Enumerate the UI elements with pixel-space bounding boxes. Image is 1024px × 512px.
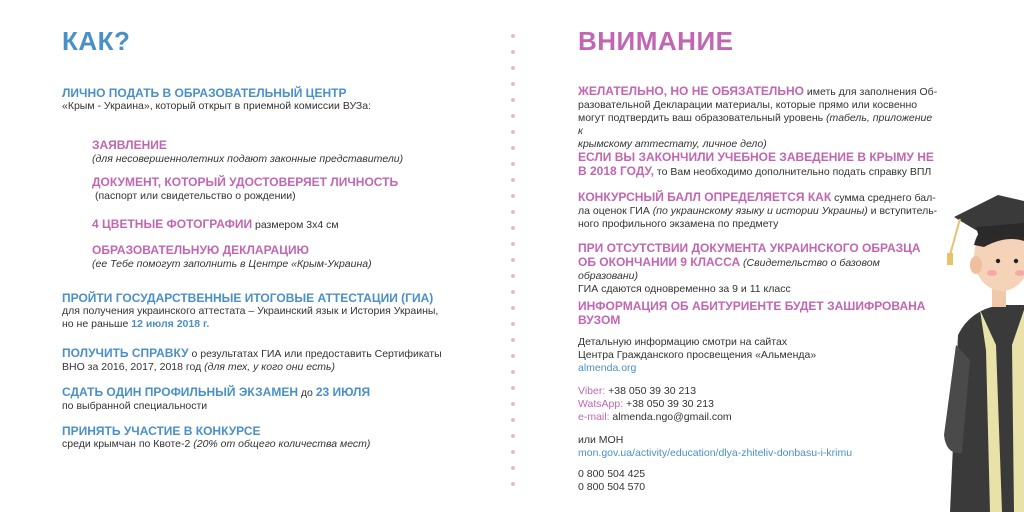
note-score-l1: сумма среднего бал- [831, 192, 936, 204]
note-encrypted-heading: ИНФОРМАЦИЯ ОБ АБИТУРИЕНТЕ БУДЕТ ЗАШИФРОВАНА [578, 299, 926, 313]
section-certificate [62, 346, 442, 374]
doc-item-rest: размером 3х4 см [252, 219, 339, 231]
section-exams-line1: для получения украинского аттестата – Украинский язык и История Украины, [62, 305, 439, 317]
note-crimea-rest: то Вам необходимо дополнительно подать справку ВПЛ [654, 166, 932, 178]
contacts-l1: Детальную информацию смотри на сайтах [578, 336, 788, 348]
doc-item-note: (ее Тебе помогут заполнить в Центре «Крым-Украина) [92, 258, 372, 270]
note-score-heading: КОНКУРСНЫЙ БАЛЛ ОПРЕДЕЛЯЕТСЯ КАК [578, 190, 832, 204]
note-no-document-note: (Свидетельство о базовом образовани) [578, 257, 880, 282]
note-optional-l3note: (табель, приложение к [578, 112, 933, 137]
section-submit-body: «Крым - Украина», который открыт в приемной комиссии ВУЗа: [62, 100, 372, 112]
graduate-illustration [940, 185, 1024, 512]
section-exams-line2: но не раньше [62, 318, 132, 330]
section-contest [62, 424, 370, 451]
tassel [947, 253, 953, 265]
cheek [987, 270, 997, 276]
phone-2: 0 800 504 570 [578, 481, 646, 493]
section-profile-heading: СДАТЬ ОДИН ПРОФИЛЬНЫЙ ЭКЗАМЕН [62, 385, 299, 399]
ear [970, 256, 982, 274]
note-crimea [578, 150, 940, 179]
eye [996, 259, 1000, 263]
note-no-document-heading2: ОБ ОКОНЧАНИИ 9 КЛАССА [578, 255, 741, 269]
note-optional-l2: разовательной Декларации материалы, которые прямо или косвенно [578, 99, 918, 111]
phone-1: 0 800 504 425 [578, 468, 646, 480]
mon-label: или МОН [578, 434, 624, 446]
note-score-l2a: ла оценок ГИА [578, 205, 653, 217]
doc-item [92, 138, 403, 166]
doc-item [92, 217, 339, 232]
note-optional-l4: крымскому аттестату, личное дело) [578, 138, 767, 150]
tassel-cord [950, 219, 960, 255]
note-score-l3: ного профильного экзамена по предмету [578, 218, 779, 230]
section-profile-mid: до [298, 387, 316, 399]
exams-date: 12 июля 2018 г. [131, 318, 210, 330]
note-optional-l3: могут подтвердить ваш образовательный уровень [578, 112, 827, 124]
stole-right [1012, 310, 1024, 512]
doc-item-heading: ОБРАЗОВАТЕЛЬНУЮ ДЕКЛАРАЦИЮ [92, 243, 309, 257]
section-exams-heading: ПРОЙТИ ГОСУДАРСТВЕННЫЕ ИТОГОВЫЕ АТТЕСТАЦИИ (ГИА) [62, 291, 434, 305]
note-optional-heading: ЖЕЛАТЕЛЬНО, НО НЕ ОБЯЗАТЕЛЬНО [578, 84, 804, 98]
section-certificate-line2: ВНО за 2016, 2017, 2018 год [62, 361, 205, 373]
section-submit-heading: ЛИЧНО ПОДАТЬ В ОБРАЗОВАТЕЛЬНЫЙ ЦЕНТР [62, 86, 347, 100]
section-profile-exam [62, 385, 370, 413]
note-score-l2b: и вступитель- [867, 205, 938, 217]
section-profile-line2: по выбранной специальности [62, 400, 208, 412]
note-encrypted-heading2: ВУЗОМ [578, 313, 621, 327]
right-title: ВНИМАНИЕ [578, 26, 734, 56]
doc-item-heading: ДОКУМЕНТ, КОТОРЫЙ УДОСТОВЕРЯЕТ ЛИЧНОСТЬ [92, 175, 399, 189]
doc-item [92, 175, 398, 203]
eye [1014, 259, 1018, 263]
profile-date: 23 ИЮЛЯ [315, 385, 371, 399]
doc-item-note: (для несовершеннолетних подают законные представители) [92, 153, 404, 165]
section-contest-heading: ПРИНЯТЬ УЧАСТИЕ В КОНКУРСЕ [62, 424, 261, 438]
section-certificate-rest: о результатах ГИА или предоставить Сертификаты [188, 348, 442, 360]
contacts-l2: Центра Гражданского просвещения «Альменда» [578, 349, 817, 361]
note-score [578, 190, 940, 231]
mon-link[interactable]: mon.gov.ua/activity/education/dlya-zhiteliv-donbasu-i-krimu [578, 447, 853, 459]
note-no-document [578, 241, 940, 296]
note-crimea-heading2: В 2018 ГОДУ, [578, 164, 654, 178]
note-encrypted [578, 299, 940, 327]
note-no-document-l2: ГИА сдаются одновременно за 9 и 11 класс [578, 283, 791, 295]
almenda-site-link[interactable]: almenda.org [578, 362, 637, 374]
viber-number: +38 050 39 30 213 [605, 385, 697, 397]
doc-item-heading: ЗАЯВЛЕНИЕ [92, 138, 167, 152]
section-contest-line2: среди крымчан по Квоте-2 [62, 438, 194, 450]
section-certificate-note: (для тех, у кого они есть) [204, 361, 336, 373]
viber-label: Viber: [578, 385, 606, 397]
note-optional-l1: иметь для заполнения Об- [803, 86, 938, 98]
whatsapp-label: WatsApp: [578, 398, 624, 410]
left-title: КАК? [62, 26, 131, 56]
doc-item-note: (паспорт или свидетельство о рождении) [95, 190, 296, 202]
section-certificate-heading: ПОЛУЧИТЬ СПРАВКУ [62, 346, 189, 360]
doc-item-heading: 4 ЦВЕТНЫЕ ФОТОГРАФИИ [92, 217, 253, 231]
contacts [578, 336, 940, 494]
whatsapp-number: +38 050 39 30 213 [623, 398, 714, 410]
email-address[interactable]: almenda.ngo@gmail.com [609, 411, 732, 423]
section-exams [62, 291, 438, 331]
note-optional [578, 84, 940, 151]
doc-item [92, 243, 372, 271]
section-submit [62, 86, 371, 113]
email-label: e-mail: [578, 411, 610, 423]
note-no-document-heading: ПРИ ОТСУТСТВИИ ДОКУМЕНТА УКРАИНСКОГО ОБРАЗЦА [578, 241, 921, 255]
note-score-l2note: (по украинскому языку и истории Украины) [652, 205, 868, 217]
section-contest-note: (20% от общего количества мест) [193, 438, 371, 450]
note-crimea-heading: ЕСЛИ ВЫ ЗАКОНЧИЛИ УЧЕБНОЕ ЗАВЕДЕНИЕ В КРЫМУ НЕ [578, 150, 934, 164]
